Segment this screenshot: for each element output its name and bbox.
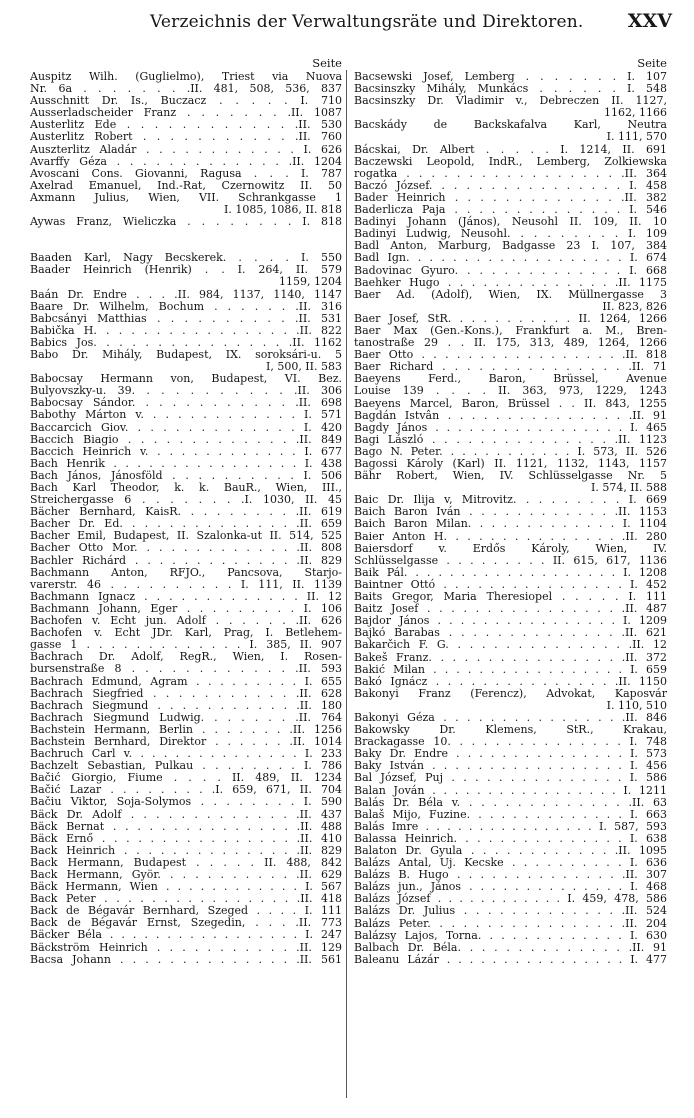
index-entry-line: Bulyovszky-u. 39. . . . . . . . . . . .II. 306 [30, 384, 342, 398]
index-entry-line: Bachrach Edmund, Agram . . . . . . . . . I. 655 [30, 674, 342, 688]
index-entry-line: Balaš Mijo, Fuzine. . . . . . . . . . . . . . I. 663 [354, 807, 667, 821]
index-entry-line: Badl Anton, Marburg, Badgasse 23 I. 107, 384 [354, 239, 667, 253]
index-entry-line: Babocsay Sándor. . . . . . . . . . . . .II. 698 [30, 396, 342, 410]
index-entry-line: Bachstein Bernhard, Direktor . . . . . . .II. 1014 [30, 734, 342, 748]
column-divider [346, 70, 347, 1098]
index-entry-line: Auspitz Wilh. (Guglielmo), Triest via Nuova [30, 70, 342, 83]
index-entry-line: Bachruch Carl v. . . . . . . . . . . . . . . I. 233 [30, 747, 342, 761]
index-entry-line: Baderlicza Paja . . . . . . . . . . . . . . I. 546 [354, 203, 667, 217]
index-entry-line: Bacher Emil, Budapest, II. Szalonka-ut II. 514, 525 [30, 529, 342, 543]
index-entry-line: Axelrad Emanuel, Ind.-Rat, Czernowitz II. 50 [30, 178, 342, 192]
index-entry-line: Balan Jován . . . . . . . . . . . . . . . . . I. 1211 [354, 783, 667, 797]
index-entry-line: Bakeš Franz. . . . . . . . . . . . . . . . .II. 372 [354, 650, 667, 664]
index-entry-line: Nr. 6a . . . . . . . .II. 481, 508, 536, 837 [30, 82, 342, 96]
index-entry-line: Ausschnitt Dr. Is., Buczacz . . . . . I. 710 [30, 94, 342, 108]
index-entry-line: Bäck Bernat . . . . . . . . . . . . . . . .II. 488 [30, 819, 342, 833]
index-entry-line: Brackagasse 10. . . . . . . . . . . . . . . I. 748 [354, 735, 667, 749]
index-entry-line: Bacsewski Josef, Lemberg . . . . . . . I. 107 [354, 70, 667, 83]
index-entry-line: Babics Jos. . . . . . . . . . . . . . . .II. 1162 [30, 335, 342, 349]
index-entry-line: Baccich Biagio . . . . . . . . . . . . . .II. 849 [30, 432, 342, 446]
index-entry-line: Back Heinrich . . . . . . . . . . . . . . .II. 829 [30, 843, 342, 857]
index-entry-line: I. 1085, 1086, II. 818 [224, 203, 342, 217]
index-entry-line: Balázsy Lajos, Torna. . . . . . . . . . . . . I. 630 [354, 928, 667, 942]
index-entry-line: I, 500, II. 583 [265, 360, 342, 374]
index-entry-line: Bäckström Heinrich . . . . . . . . . . . .II. 129 [30, 940, 342, 954]
index-entry-line: Back de Bégavár Bernhard, Szeged . . . . I. 111 [30, 904, 342, 918]
page-title: Verzeichnis der Verwaltungsräte und Direktoren. [150, 12, 584, 32]
index-entry-line: Bajdor János . . . . . . . . . . . . . . . . I. 1209 [354, 614, 667, 628]
index-entry-line: Baczewski Leopold, IndR., Lemberg, Zolkiewska [354, 154, 667, 168]
index-entry-line: Bagi László . . . . . . . . . . . . . . . .II. 1123 [354, 432, 667, 446]
left-column [30, 56, 342, 966]
index-entry-line: Bachofen v. Echt JDr. Karl, Prag, I. Betlehem- [30, 626, 342, 640]
index-entry-line: Bakonyi Géza . . . . . . . . . . . . . . . .II. 846 [354, 710, 667, 724]
index-entry-line: Bacher Otto Mor. . . . . . . . . . . . . .II. 808 [30, 541, 342, 555]
index-entry-line: Baeyens Marcel, Baron, Brüssel . . II. 843, 1255 [354, 396, 667, 410]
index-entry-line: Baccarcich Giov. . . . . . . . . . . . . . I. 420 [30, 420, 342, 434]
index-entry-line: Bacsa Johann . . . . . . . . . . . . . . .II. 561 [30, 952, 342, 966]
index-entry-line: gasse 1 . . . . . . . . . . . . . I. 385, II. 907 [30, 638, 342, 652]
index-entry-line: Babcsányi Matthias . . . . . . . . . . .II. 531 [30, 311, 342, 325]
index-entry-line: 1159, 1204 [279, 275, 342, 289]
index-entry-line: rogatka . . . . . . . . . . . . . . . . . .II. 364 [354, 166, 667, 180]
index-entry-line: Baiersdorf v. Erdős Károly, Wien, IV. [354, 541, 667, 555]
index-entry-line: Baky Dr. Endre . . . . . . . . . . . . . . . I. 573 [354, 747, 667, 761]
index-entry-line: Baleanu Lázár . . . . . . . . . . . . . . . . I. 477 [354, 952, 667, 966]
index-entry-line: Bachrach Dr. Adolf, RegR., Wien, I. Rosen- [30, 650, 342, 664]
index-entry-line: Bader Heinrich . . . . . . . . . . . . . .II. 382 [354, 190, 667, 204]
page-header [0, 10, 694, 42]
index-entry-line: Baer Ad. (Adolf), Wien, IX. Müllnergasse 3 [354, 287, 667, 301]
index-entry-line: Schlüsselgasse . . . . . . . . . II. 615, 617, 1136 [354, 553, 667, 567]
index-entry-line: Balázs József . . . . . . . . . . . . I. 459, 478, 586 [354, 892, 667, 906]
index-entry-line: Bachrach Siegmund Ludwig. . . . . . . .II. 764 [30, 710, 342, 724]
index-entry-line: Streichergasse 6 . . . . . . . .I. 1030, II. 45 [30, 493, 342, 507]
index-entry-line: Axmann Julius, Wien, VII. Schrankgasse 1 [30, 190, 342, 204]
index-entry-line: Bäck Hermann, Wien . . . . . . . . . . . . I. 567 [30, 880, 342, 894]
seite-label-right: Seite [637, 56, 667, 70]
index-entry-line: Balázs Antal, Uj. Kecske . . . . . . . . . . I. 636 [354, 856, 667, 870]
index-entry-line: Bäcker Béla . . . . . . . . . . . . . . . . . I. 247 [30, 928, 342, 942]
index-entry-line: Bácskai, Dr. Albert . . . . . I. 1214, II. 691 [354, 142, 667, 156]
index-entry-line: Bagdy János . . . . . . . . . . . . . . . . . I. 465 [354, 420, 667, 434]
index-entry-line: Baic Dr. Ilija v, Mitrovitz. . . . . . . . . I. 669 [354, 493, 667, 507]
index-entry-line: Balázs jun., János . . . . . . . . . . . . . . I. 468 [354, 880, 667, 894]
index-entry-line: I. 574, II. 588 [590, 481, 667, 495]
index-entry-line: Balás Dr. Béla v. . . . . . . . . . . . . . .II. 63 [354, 795, 667, 809]
index-entry-line: Back Peter . . . . . . . . . . . . . . . . .II. 418 [30, 892, 342, 906]
index-entry-line: 1162, 1166 [604, 106, 667, 120]
index-entry-line: Back Hermann, Budapest . . . . . II. 488, 842 [30, 855, 342, 869]
index-entry-line: Bähr Robert, Wien, IV. Schlüsselgasse Nr. 5 [354, 469, 667, 483]
index-entry-line: bursenstraße 8 . . . . . . . . . . . . .II. 593 [30, 662, 342, 676]
right-entries [354, 71, 667, 966]
index-entry-line: Bachler Richárd . . . . . . . . . . . . . .II. 829 [30, 553, 342, 567]
index-entry-line: Bachstein Hermann, Berlin . . . . . . . .II. 1256 [30, 722, 342, 736]
index-entry-line: Bach János, Jánosföld . . . . . . . . . . I. 506 [30, 468, 342, 482]
index-entry-line: I. 110, 510 [606, 698, 667, 712]
page-number: XXV [627, 10, 672, 32]
index-entry-line: Baer Max (Gen.-Kons.), Frankfurt a. M., Bren- [354, 323, 667, 337]
index-entry-line: varerstr. 46 . . . . . . . . . . I. 111, II. 1139 [30, 577, 342, 591]
index-entry-line: Balás Imre . . . . . . . . . . . . . . . . I. 587, 593 [354, 819, 667, 833]
index-entry-line: Bacsinszky Dr. Vladimir v., Debreczen II. 1127, [354, 94, 667, 108]
index-entry-line: Badl Ign. . . . . . . . . . . . . . . . . . . I. 674 [354, 251, 667, 265]
index-entry-line: Bächer Bernhard, KaisR. . . . . . . . . .II. 619 [30, 505, 342, 519]
index-entry-line: Badinyi Ludwig, Neusohl. . . . . . . . . I. 109 [354, 227, 667, 241]
index-entry-line: Balázs Dr. Julius . . . . . . . . . . . . . .II. 524 [354, 904, 667, 918]
entry-spacer [30, 228, 342, 252]
index-entry-line: Baer Josef, StR. . . . . . . . . . . II. 1264, 1266 [354, 311, 667, 325]
index-entry-line: Babička H. . . . . . . . . . . . . . . . .II. 822 [30, 323, 342, 337]
index-entry-line: Baczó József. . . . . . . . . . . . . . . . I. 458 [354, 178, 667, 192]
index-entry-line: Bacskády de Backskafalva Karl, Neutra [354, 118, 667, 132]
index-entry-line: Austerlitz Ede . . . . . . . . . . . . .II. 530 [30, 118, 342, 132]
index-entry-line: Aywas Franz, Wieliczka . . . . . . . . I. 818 [30, 215, 342, 229]
index-entry-line: Balassa Heinrich. . . . . . . . . . . . . . . I. 638 [354, 831, 667, 845]
index-entry-line: Bagossi Károly (Karl) II. 1121, 1132, 1143, 1157 [354, 457, 667, 470]
index-entry-line: Baehker Hugo . . . . . . . . . . . . . . .II. 1175 [354, 275, 667, 289]
index-entry-line: Baich Baron Milan. . . . . . . . . . . . . I. 1104 [354, 517, 667, 531]
right-column [354, 56, 667, 966]
index-entry-line: Baeyens Ferd., Baron, Brüssel, Avenue [354, 372, 667, 386]
index-entry-line: Bäck Ernő . . . . . . . . . . . . . . . . .II. 410 [30, 831, 342, 845]
index-entry-line: Bachmann Johann, Eger . . . . . . . . . I. 106 [30, 601, 342, 615]
index-entry-line: Back de Bégavár Ernst, Szegedin, . . . .II. 773 [30, 916, 342, 930]
index-entry-line: Babocsay Hermann von, Budapest, VI. Bez. [30, 372, 342, 386]
index-entry-line: Bakó Ignácz . . . . . . . . . . . . . . . .II. 1150 [354, 674, 667, 688]
index-entry-line: Badinyi Johann (János), Neusohl II. 109, II. 10 [354, 215, 667, 229]
index-entry-line: Baer Otto . . . . . . . . . . . . . . . . . .II. 818 [354, 348, 667, 362]
index-entry-line: Bakonyi Franz (Ferencz), Advokat, Kaposvár [354, 686, 667, 700]
index-entry-line: Bago N. Peter. . . . . . . . . . . . I. 573, II. 526 [354, 444, 667, 458]
index-entry-line: Baitz Josef . . . . . . . . . . . . . . . . .II. 487 [354, 602, 667, 616]
index-entry-line: Bachofen v. Echt jun. Adolf . . . . . . .II. 626 [30, 614, 342, 628]
index-entry-line: Baich Baron Iván . . . . . . . . . . . . .II. 1153 [354, 505, 667, 519]
index-entry-line: Bachrach Siegfried . . . . . . . . . . . .II. 628 [30, 686, 342, 700]
index-entry-line: Baier Anton H. . . . . . . . . . . . . . . .II. 280 [354, 529, 667, 543]
index-entry-line: Babo Dr. Mihály, Budapest, IX. soroksári-u. 5 [30, 347, 342, 361]
index-entry-line: Austerlitz Robert . . . . . . . . . . . .II. 760 [30, 130, 342, 144]
index-entry-line: Bäck Dr. Adolf . . . . . . . . . . . . . .II. 437 [30, 807, 342, 821]
index-entry-line: Auszterlitz Aladár . . . . . . . . . . . . I. 626 [30, 142, 342, 156]
index-entry-line: Baintner Ottó . . . . . . . . . . . . . . . . I. 452 [354, 577, 667, 591]
index-entry-line: Bach Karl Theodor, k. k. BauR., Wien, III., [30, 481, 342, 494]
index-entry-line: Baits Gregor, Maria Theresiopel . . . . . I. 111 [354, 590, 667, 604]
index-entry-line: Baik Pál. . . . . . . . . . . . . . . . . . . I. 1208 [354, 565, 667, 579]
index-entry-line: Babothy Márton v. . . . . . . . . . . . . I. 571 [30, 408, 342, 422]
index-entry-line: Balaton Dr. Gyula . . . . . . . . . . . . .II. 1095 [354, 844, 667, 857]
index-entry-line: Bakarčich F. G. . . . . . . . . . . . . . . .II. 12 [354, 638, 667, 652]
index-entry-line: Baky István . . . . . . . . . . . . . . . . . I. 456 [354, 759, 667, 773]
index-entry-line: Louise 139 . . . . II. 363, 973, 1229, 1243 [354, 384, 667, 398]
index-entry-line: Balázs Peter. . . . . . . . . . . . . . . . .II. 204 [354, 916, 667, 930]
index-entry-line: Bačić Lazar . . . . . . . . .I. 659, 671, II. 704 [30, 783, 342, 797]
index-entry-line: Balázs B. Hugo . . . . . . . . . . . . . . .II. 307 [354, 868, 667, 882]
index-entry-line: Bagdán Istvân . . . . . . . . . . . . . . . .II. 91 [354, 408, 667, 422]
index-entry-line: Baccich Heinrich v. . . . . . . . . . . . . I. 677 [30, 444, 342, 458]
index-entry-line: Bacsinszky Mihály, Munkács . . . . . . I. 548 [354, 82, 667, 96]
index-entry-line: Ausserladscheider Franz . . . . . . . .II. 1087 [30, 106, 342, 120]
index-entry-line: I. 111, 570 [606, 130, 667, 144]
index-entry-line: Badovinac Gyuro. . . . . . . . . . . . . . I. 668 [354, 263, 667, 277]
index-entry-line: Bachmann Ignacz . . . . . . . . . . . . . II. 12 [30, 589, 342, 603]
index-entry-line: Bacher Dr. Ed. . . . . . . . . . . . . . .II. 659 [30, 517, 342, 531]
index-entry-line: II. 823, 826 [602, 299, 667, 313]
index-entry-line: Bakowsky Dr. Klemens, StR., Krakau, [354, 723, 667, 737]
index-entry-line: Baer Richard . . . . . . . . . . . . . . . .II. 71 [354, 360, 667, 374]
index-entry-line: Avoscani Cons. Giovanni, Ragusa . . . I. 787 [30, 166, 342, 180]
index-entry-line: Bal József, Puj . . . . . . . . . . . . . . . I. 586 [354, 771, 667, 785]
index-entry-line: Balbach Dr. Béla. . . . . . . . . . . . . . .II. 91 [354, 940, 667, 954]
seite-label-left: Seite [312, 56, 342, 70]
index-entry-line: Bach Henrik . . . . . . . . . . . . . . . . I. 438 [30, 456, 342, 470]
index-entry-line: Bachzelt Sebastian, Pulkau . . . . . . . . I. 786 [30, 759, 342, 773]
index-entry-line: Bačić Giorgio, Fiume . . . . II. 489, II. 1234 [30, 771, 342, 785]
index-entry-line: Baaden Karl, Nagy Becskerek. . . . . I. 550 [30, 251, 342, 265]
index-entry-line: Back Hermann, Györ. . . . . . . . . . . .II. 629 [30, 868, 342, 881]
index-entry-line: Avarffy Géza . . . . . . . . . . . . . .II. 1204 [30, 154, 342, 168]
index-entry-line: tanostraße 29 . . II. 175, 313, 489, 1264, 1266 [354, 336, 667, 350]
index-entry-line: Baare Dr. Wilhelm, Bochum . . . . . . .II. 316 [30, 299, 342, 313]
index-entry-line: Bachrach Siegmund . . . . . . . . . . . .II. 180 [30, 698, 342, 712]
index-entry-line: Baán Dr. Endre . . . .II. 984, 1137, 1140, 1147 [30, 287, 342, 301]
index-entry-line: Bachmann Anton, RFJO., Pancsova, Starjo- [30, 565, 342, 579]
index-entry-line: Bačiu Viktor, Soja-Solymos . . . . . . . . I. 590 [30, 795, 342, 809]
index-entry-line: Bajkó Barabas . . . . . . . . . . . . . . .II. 621 [354, 626, 667, 640]
index-entry-line: Baader Heinrich (Henrik) . . I. 264, II. 579 [30, 263, 342, 277]
left-entries [30, 71, 342, 966]
index-entry-line: Bakić Milan . . . . . . . . . . . . . . . . . I. 659 [354, 662, 667, 676]
